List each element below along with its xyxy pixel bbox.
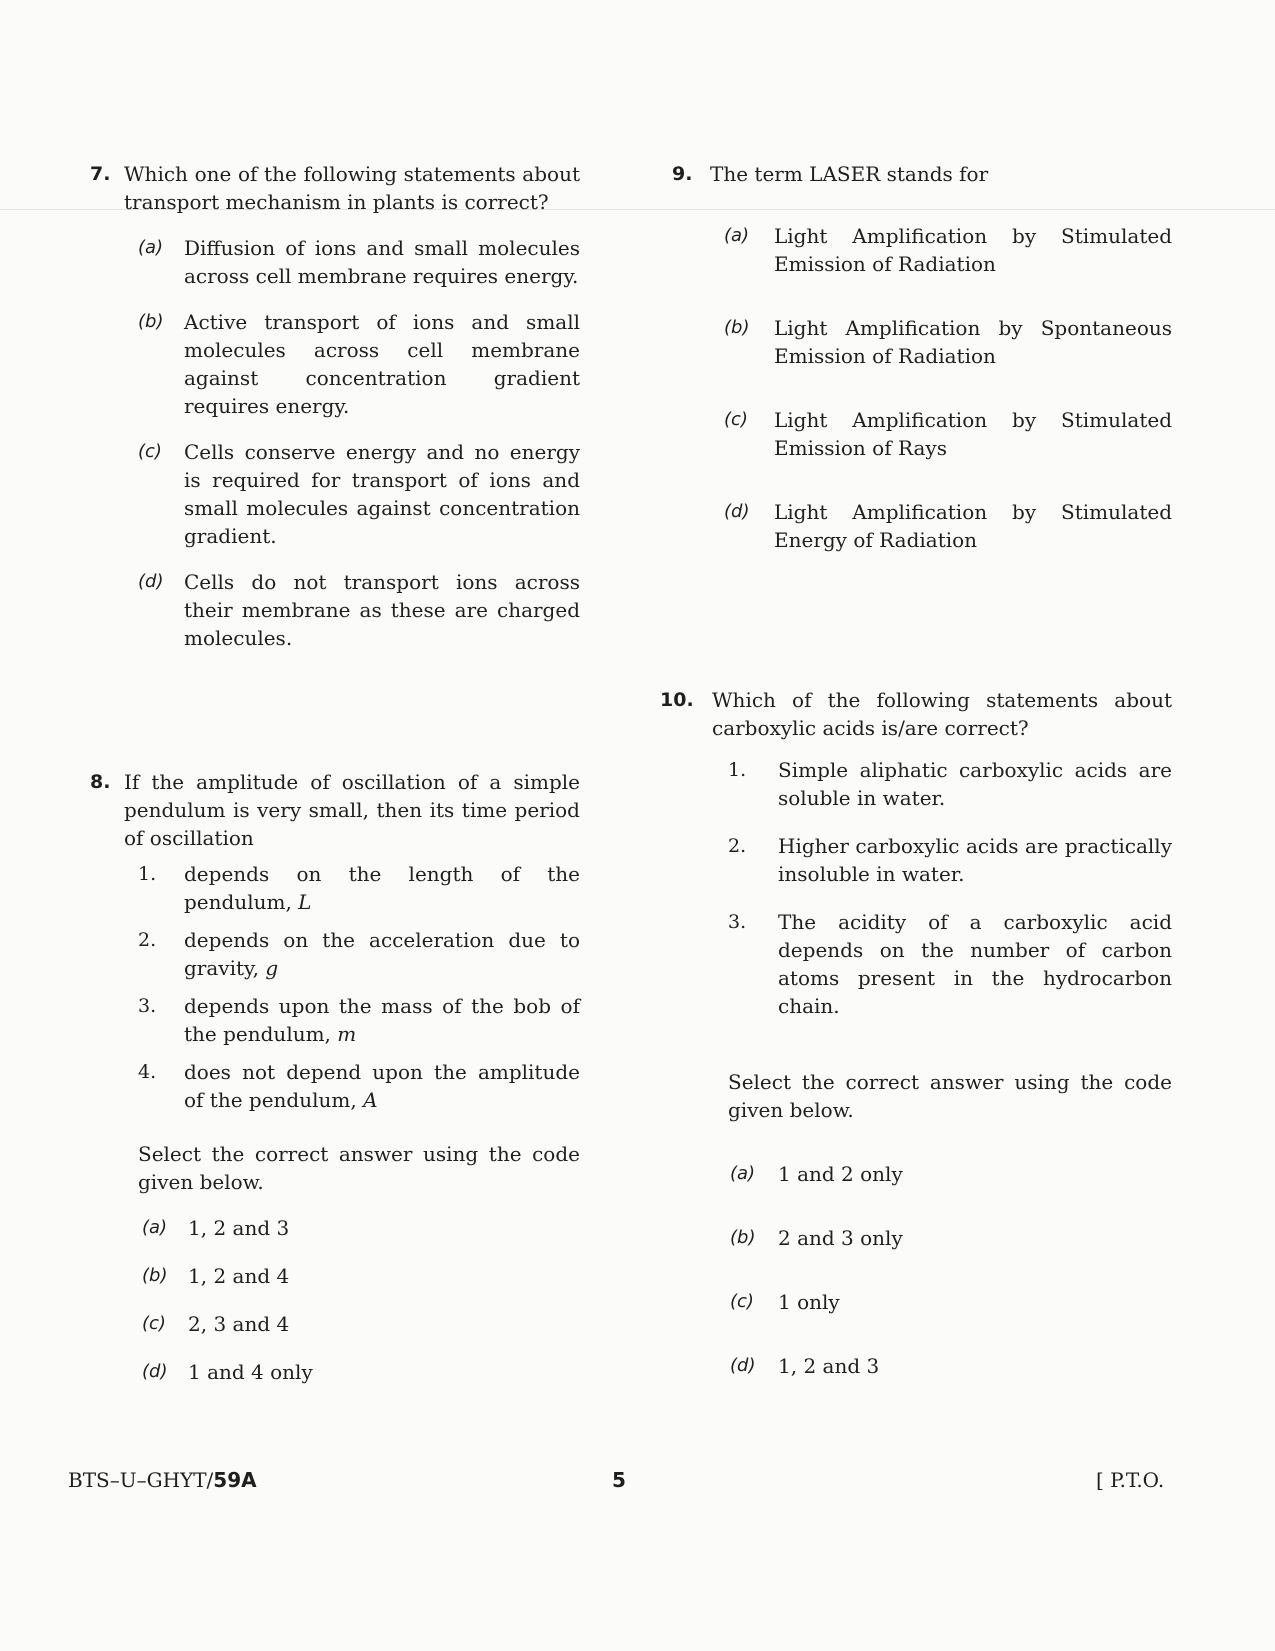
statement-3 xyxy=(728,908,1172,1020)
option-label: (a) xyxy=(138,237,164,258)
option-c[interactable] xyxy=(730,1288,1172,1316)
question-8 xyxy=(90,768,580,1386)
question-number: 8. xyxy=(90,771,111,793)
pto-label: [ P.T.O. xyxy=(1096,1468,1165,1492)
option-label: (b) xyxy=(142,1265,168,1286)
statement-1 xyxy=(138,860,580,916)
option-a[interactable] xyxy=(724,222,1172,278)
variable: m xyxy=(337,1022,357,1046)
option-d[interactable] xyxy=(142,1358,580,1386)
option-text: Light Amplification by Stimulated Energy of Radiation xyxy=(774,500,1172,552)
statement-2 xyxy=(138,926,580,982)
option-text: 1, 2 and 4 xyxy=(188,1264,290,1288)
option-label: (c) xyxy=(724,409,748,430)
option-label: (b) xyxy=(730,1227,756,1248)
page-number: 5 xyxy=(612,1468,626,1492)
option-label: (b) xyxy=(724,317,750,338)
option-d[interactable] xyxy=(724,498,1172,554)
question-text: If the amplitude of oscillation of a simple pendulum is very small, then its time period of oscillation xyxy=(124,770,580,850)
option-text: Diffusion of ions and small molecules across cell membrane requires energy. xyxy=(184,236,580,288)
question-stem xyxy=(90,160,580,216)
option-label: (d) xyxy=(730,1355,756,1376)
question-9 xyxy=(660,160,1172,554)
option-b[interactable] xyxy=(142,1262,580,1290)
option-text: 2 and 3 only xyxy=(778,1226,903,1250)
option-c[interactable] xyxy=(142,1310,580,1338)
option-a[interactable] xyxy=(730,1160,1172,1188)
statement-text: depends upon the mass of the bob of the pendulum, xyxy=(184,994,580,1046)
question-stem xyxy=(90,768,580,852)
option-b[interactable] xyxy=(730,1224,1172,1252)
instruction: Select the correct answer using the code given below. xyxy=(138,1142,580,1194)
question-number: 7. xyxy=(90,163,111,185)
booklet-code-prefix: BTS–U–GHYT/ xyxy=(68,1468,214,1492)
variable: A xyxy=(363,1088,378,1112)
option-text: 1 and 4 only xyxy=(188,1360,313,1384)
statement-label: 2. xyxy=(728,835,747,857)
option-a[interactable] xyxy=(142,1214,580,1242)
option-label: (a) xyxy=(730,1163,756,1184)
statement-text: depends on the length of the pendulum, xyxy=(184,862,580,914)
option-text: 1, 2 and 3 xyxy=(778,1354,880,1378)
option-label: (c) xyxy=(138,441,162,462)
question-text: Which of the following statements about carboxylic acids is/are correct? xyxy=(712,688,1172,740)
variable: L xyxy=(298,890,312,914)
statement-label: 4. xyxy=(138,1061,157,1083)
question-text: Which one of the following statements about transport mechanism in plants is correct? xyxy=(124,162,580,214)
question-stem xyxy=(660,686,1172,742)
option-text: 1 and 2 only xyxy=(778,1162,903,1186)
option-label: (c) xyxy=(142,1313,166,1334)
booklet-code-suffix: 59A xyxy=(213,1468,257,1492)
option-label: (d) xyxy=(724,501,750,522)
option-c[interactable] xyxy=(138,438,580,550)
option-text: Active transport of ions and small molecules across cell membrane against concentration gradient requires energy. xyxy=(184,310,580,418)
statement-label: 2. xyxy=(138,929,157,951)
option-b[interactable] xyxy=(138,308,580,420)
statement-text: does not depend upon the amplitude of the pendulum, xyxy=(184,1060,580,1112)
question-text: The term LASER stands for xyxy=(710,162,989,186)
option-b[interactable] xyxy=(724,314,1172,370)
option-text: Light Amplification by Spontaneous Emission of Radiation xyxy=(774,316,1172,368)
option-text: 2, 3 and 4 xyxy=(188,1312,290,1336)
option-d[interactable] xyxy=(730,1352,1172,1380)
question-10 xyxy=(660,686,1172,1380)
instruction: Select the correct answer using the code given below. xyxy=(728,1070,1172,1122)
statement-text: Higher carboxylic acids are practically insoluble in water. xyxy=(778,834,1172,886)
option-text: 1, 2 and 3 xyxy=(188,1216,290,1240)
option-text: Light Amplification by Stimulated Emission of Radiation xyxy=(774,224,1172,276)
option-label: (a) xyxy=(142,1217,168,1238)
booklet-code xyxy=(68,1468,257,1492)
statement-label: 3. xyxy=(728,911,747,933)
option-text: Cells do not transport ions across their membrane as these are charged molecules. xyxy=(184,570,580,650)
statement-text: The acidity of a carboxylic acid depends on the number of carbon atoms present in the hydrocarbon chain. xyxy=(778,910,1172,1018)
option-a[interactable] xyxy=(138,234,580,290)
question-number: 10. xyxy=(660,689,694,711)
option-text: Cells conserve energy and no energy is required for transport of ions and small molecules against concentration gradient. xyxy=(184,440,580,548)
option-text: 1 only xyxy=(778,1290,840,1314)
statement-label: 3. xyxy=(138,995,157,1017)
option-d[interactable] xyxy=(138,568,580,652)
question-stem xyxy=(660,160,1172,188)
option-label: (a) xyxy=(724,225,750,246)
question-7 xyxy=(90,160,580,652)
statement-1 xyxy=(728,756,1172,812)
variable: g xyxy=(265,956,279,980)
statement-text: depends on the acceleration due to gravity, xyxy=(184,928,580,980)
option-label: (c) xyxy=(730,1291,754,1312)
statement-text: Simple aliphatic carboxylic acids are soluble in water. xyxy=(778,758,1172,810)
option-label: (d) xyxy=(142,1361,168,1382)
question-number: 9. xyxy=(672,163,693,185)
statement-label: 1. xyxy=(138,863,157,885)
option-label: (d) xyxy=(138,571,164,592)
statement-2 xyxy=(728,832,1172,888)
option-c[interactable] xyxy=(724,406,1172,462)
option-text: Light Amplification by Stimulated Emission of Rays xyxy=(774,408,1172,460)
statement-label: 1. xyxy=(728,759,747,781)
statement-3 xyxy=(138,992,580,1048)
option-label: (b) xyxy=(138,311,164,332)
statement-4 xyxy=(138,1058,580,1114)
